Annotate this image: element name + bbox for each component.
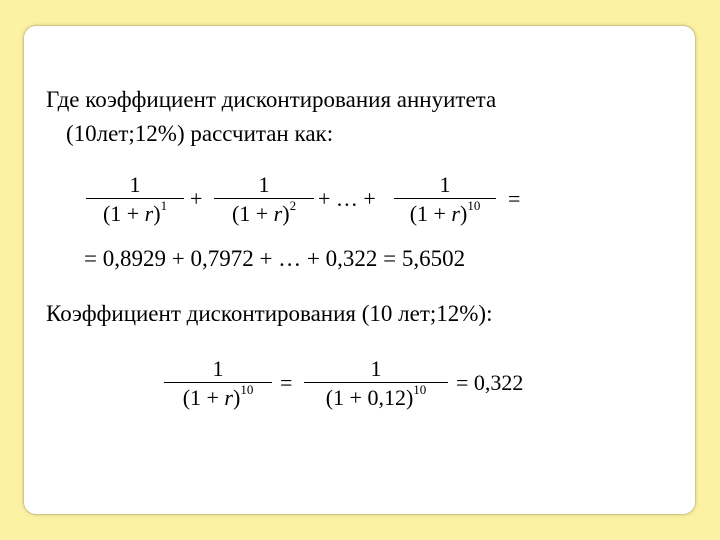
fraction-numeric: 1 $(1 + 0,12)^{10}$ (304, 356, 448, 411)
equals-sign: = (508, 186, 521, 211)
coefficient-line: Коэффициент дисконтирования (10 лет;12%): (46, 301, 493, 326)
fraction-term-2: 1 $(1 + r)^2$ (214, 172, 314, 227)
formula-values: = 0,8929 + 0,7972 + … + 0,322 = 5,6502 (84, 246, 466, 271)
plus-sign: + (190, 186, 203, 211)
fraction-term-10: 1 $(1 + r)^{10}$ (394, 172, 496, 227)
fraction-general: 1 $(1 + r)^{10}$ (164, 356, 272, 411)
equals-sign-1: = (280, 370, 293, 395)
intro-line: Где коэффициент дисконтирования аннуитета (46, 87, 497, 112)
intro-line-2: (10лет;12%) рассчитан как: (66, 121, 334, 146)
result-value: = 0,322 (456, 370, 524, 395)
ellipsis-plus: + … + (318, 186, 376, 211)
fraction-term-1: 1 $(1 + r)^1$ (86, 172, 184, 227)
